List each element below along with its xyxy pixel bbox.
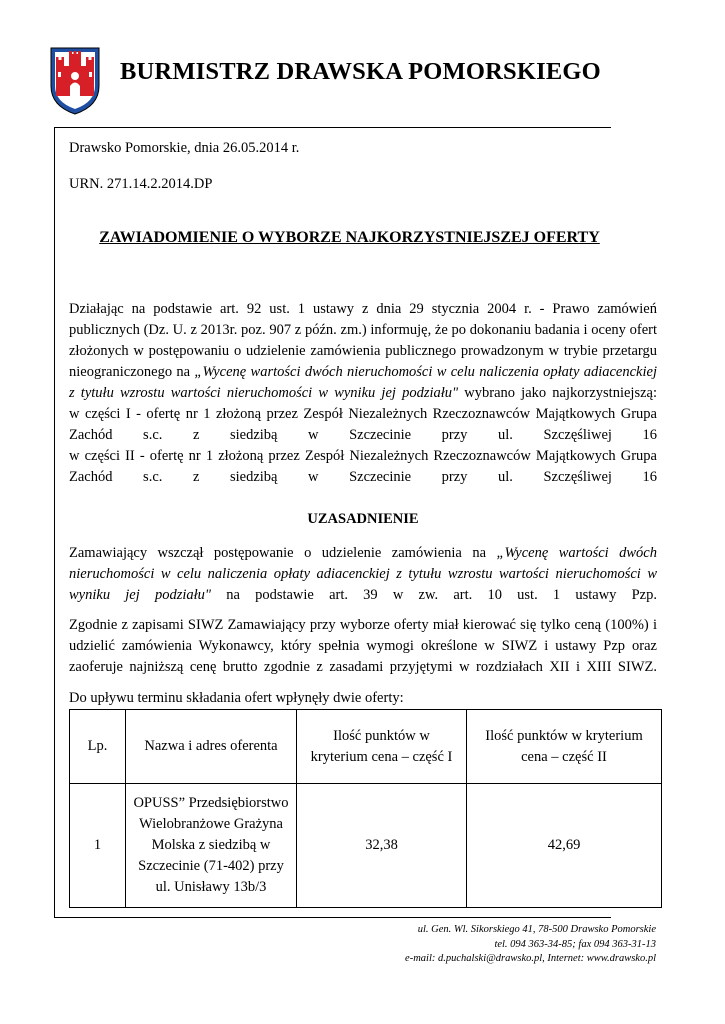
header-cell: Lp. [70, 710, 126, 784]
header-cell: Ilość punktów w kryterium cena – część I [297, 710, 467, 784]
justification-paragraph-1 [69, 543, 657, 606]
reference-number: URN. 271.14.2.2014.DP [69, 176, 213, 192]
footer-contact [300, 923, 656, 967]
justification-text: Zamawiający wszczął postępowanie o udzielenie zamówienia na [69, 545, 497, 561]
bidder-name: OPUSS” Przedsiębiorstwo Wielobranżowe Grażyna Molska z siedzibą w Szczecinie (71-402) przy ul. Unisławy 13b/3 [126, 784, 297, 908]
coat-of-arms-icon [48, 46, 102, 116]
decision-paragraph [69, 299, 657, 488]
offers-intro [69, 688, 657, 709]
evaluation-criteria: Zgodnie z zapisami SIWZ Zamawiający przy wyborze oferty miał kierować się tylko ceną (100%) i udzielić zamówienia Wykonawcy, który spełnia wymogi określone w SIWZ i ustawy Pzp oraz zaoferuje najniższą cenę brutto zgodnie z zasadami przyjętymi w rozdziałach XII i XIII SIWZ. [69, 617, 657, 675]
header-divider [54, 127, 611, 128]
notice-title: ZAWIADOMIENIE O WYBORZE NAJKORZYSTNIEJSZEJ OFERTY [99, 229, 600, 246]
offers-table [69, 709, 662, 908]
left-margin-line [54, 127, 55, 918]
contract-subject: „Wycenę wartości dwóch nieruchomości w celu naliczenia opłaty adiacenckiej z tytułu wzrostu wartości nieruchomości w wyniku jej podziału" [69, 545, 657, 603]
points-part-1: 32,38 [297, 784, 467, 908]
header-cell: Nazwa i adres oferenta [126, 710, 297, 784]
footer-address: ul. Gen. Wl. Sikorskiego 41, 78-500 Drawsko Pomorskie [417, 924, 656, 935]
table-row [70, 784, 662, 908]
justification-paragraph-2 [69, 615, 657, 678]
offers-count-text: Do upływu terminu składania ofert wpłynęły dwie oferty: [69, 690, 404, 706]
footer-phone: tel. 094 363-34-85; fax 094 363-31-13 [494, 938, 656, 950]
part-1-selection: w części I - ofertę nr 1 złożoną przez Zespół Niezależnych Rzeczoznawców Majątkowych Grupa Zachód s.c. z siedzibą w Szczecinie przy ul. Szczęśliwej 16 [69, 406, 657, 443]
date-line: Drawsko Pomorskie, dnia 26.05.2014 r. [69, 140, 300, 156]
points-part-2: 42,69 [467, 784, 662, 908]
legal-basis: na podstawie art. 39 w zw. art. 10 ust. 1 ustawy Pzp. [211, 587, 657, 603]
footer-divider [54, 917, 611, 918]
intro-text: Działając na podstawie art. 92 ust. 1 ustawy z dnia 29 stycznia 2004 r. - Prawo zamówień publicznych (Dz. U. z 2013r. poz. 907 z późn. zm.) informuję, że po dokonaniu badania i oceny ofert złożonych w postępowaniu o udzielenie zamówienia publicznego prowadzonym w trybie przetargu nieograniczonego na [69, 301, 657, 380]
table-header-row [70, 710, 662, 784]
justification-heading: UZASADNIENIE [307, 511, 419, 527]
contract-subject: „Wycenę wartości dwóch nieruchomości w celu naliczenia opłaty adiacenckiej z tytułu wzrostu wartości nieruchomości w wyniku jej podziału" [69, 364, 657, 401]
page-title: BURMISTRZ DRAWSKA POMORSKIEGO [120, 58, 601, 85]
part-2-selection: w części II - ofertę nr 1 złożoną przez Zespół Niezależnych Rzeczoznawców Majątkowych Grupa Zachód s.c. z siedzibą w Szczecinie przy ul. Szczęśliwej 16 [69, 448, 657, 485]
header-cell: Ilość punktów w kryterium cena – część II [467, 710, 662, 784]
footer-email-web: e-mail: d.puchalski@drawsko.pl, Internet: www.drawsko.pl [405, 953, 656, 964]
row-number: 1 [70, 784, 126, 908]
intro-conclusion: wybrano jako najkorzystniejszą: [458, 385, 657, 401]
